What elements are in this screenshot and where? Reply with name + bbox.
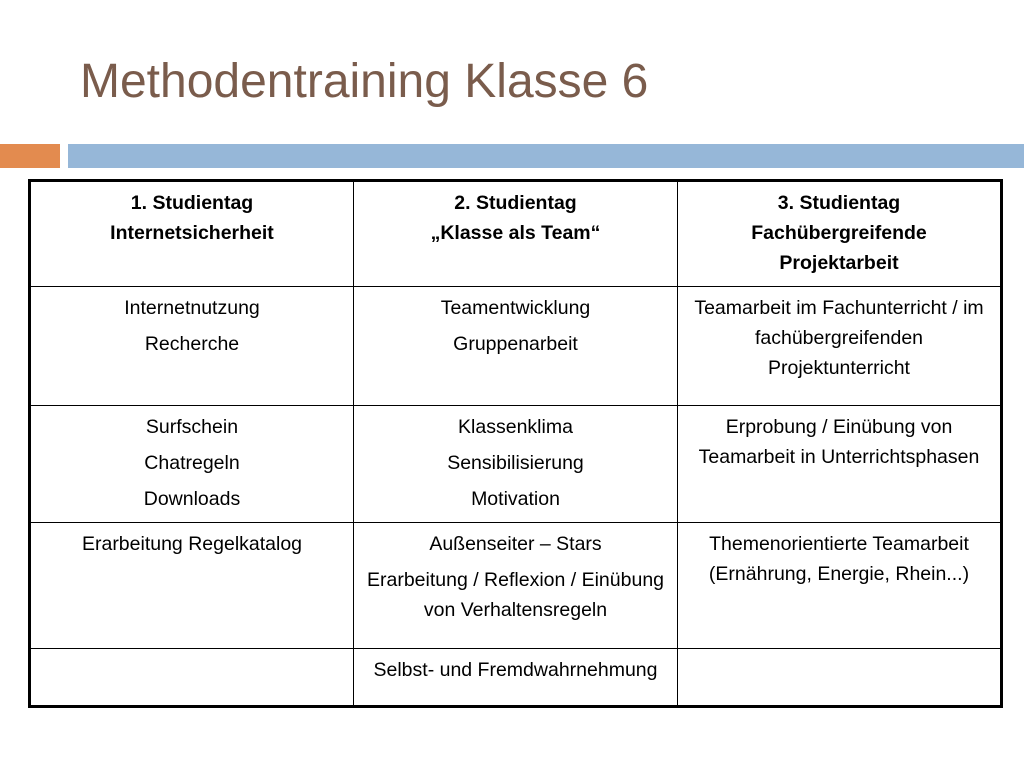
header-day-3-line-1: 3. Studientag xyxy=(777,192,901,214)
header-day-3-line-2: Fachübergreifende xyxy=(751,222,927,244)
table-cell xyxy=(678,287,1002,406)
cell-item: Erarbeitung / Reflexion / Einübung von Verhaltensregeln xyxy=(366,569,665,621)
cell-item: Klassenklima xyxy=(458,416,573,438)
accent-bar-blue xyxy=(68,144,1024,168)
table-cell xyxy=(354,649,678,707)
cell-item: Außenseiter – Stars xyxy=(429,533,602,555)
table-row xyxy=(30,649,1002,707)
cell-item: Teamarbeit im Fachunterricht / im fachübergreifenden Projektunterricht xyxy=(694,297,984,379)
table-cell xyxy=(354,406,678,523)
table-cell xyxy=(354,523,678,649)
table-cell xyxy=(678,406,1002,523)
table-cell xyxy=(354,287,678,406)
cell-item: Gruppenarbeit xyxy=(453,333,578,355)
header-day-1-line-2: Internetsicherheit xyxy=(110,222,274,244)
header-cell-day-3 xyxy=(678,181,1002,287)
cell-item: Erarbeitung Regelkatalog xyxy=(81,533,303,555)
table-cell xyxy=(30,287,354,406)
table-cell xyxy=(30,523,354,649)
header-day-1-line-1: 1. Studientag xyxy=(130,192,254,214)
table-row xyxy=(30,287,1002,406)
table-cell xyxy=(30,406,354,523)
slide-title: Methodentraining Klasse 6 xyxy=(80,55,649,108)
cell-item: Surfschein xyxy=(145,416,239,438)
cell-item: Motivation xyxy=(471,488,560,510)
cell-item: Erprobung / Einübung von Teamarbeit in Unterrichtsphasen xyxy=(698,416,980,468)
cell-item: Themenorientierte Teamarbeit (Ernährung, Energie, Rhein...) xyxy=(708,533,970,585)
schedule-table xyxy=(28,179,1003,708)
cell-item: Sensibilisierung xyxy=(447,452,584,474)
cell-item: Internetnutzung xyxy=(124,297,260,319)
header-cell-day-2 xyxy=(354,181,678,287)
table-header-row xyxy=(30,181,1002,287)
table-row xyxy=(30,523,1002,649)
cell-item: Downloads xyxy=(143,488,241,510)
table-cell-empty xyxy=(678,649,1002,707)
cell-item: Recherche xyxy=(144,333,240,355)
table-cell-empty xyxy=(30,649,354,707)
header-cell-day-1 xyxy=(30,181,354,287)
header-day-2-line-2: „Klasse als Team“ xyxy=(430,222,601,244)
cell-item: Teamentwicklung xyxy=(440,297,591,319)
table-cell xyxy=(678,523,1002,649)
cell-item: Chatregeln xyxy=(144,452,240,474)
header-day-3-line-3: Projektarbeit xyxy=(779,252,899,274)
accent-bar-orange xyxy=(0,144,60,168)
table-row xyxy=(30,406,1002,523)
cell-item: Selbst- und Fremdwahrnehmung xyxy=(373,659,658,681)
header-day-2-line-1: 2. Studientag xyxy=(454,192,577,214)
